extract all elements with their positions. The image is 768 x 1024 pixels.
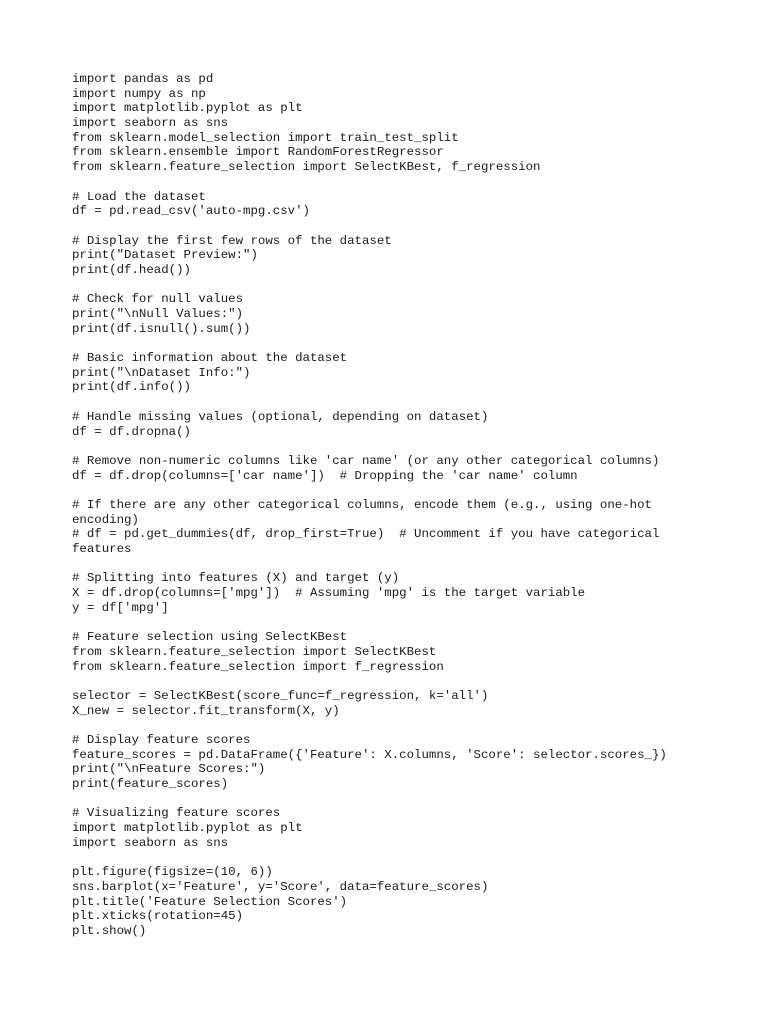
- code-line: # If there are any other categorical columns, encode them (e.g., using one-hot: [72, 497, 652, 512]
- code-line: from sklearn.feature_selection import SelectKBest, f_regression: [72, 160, 541, 175]
- code-line: print("\nDataset Info:"): [72, 365, 251, 380]
- code-line: [72, 557, 696, 572]
- code-line: df = df.drop(columns=['car name']) # Dropping the 'car name' column: [72, 468, 578, 483]
- code-line: selector = SelectKBest(score_func=f_regression, k='all'): [72, 688, 489, 703]
- code-line: from sklearn.feature_selection import f_regression: [72, 659, 444, 674]
- code-line: # Handle missing values (optional, depending on dataset): [72, 409, 489, 424]
- code-line: print(df.head()): [72, 262, 191, 277]
- code-line: print(df.info()): [72, 380, 191, 395]
- code-line: [72, 336, 696, 351]
- code-line: import seaborn as sns: [72, 116, 229, 131]
- code-line: from sklearn.model_selection import train_test_split: [72, 130, 459, 145]
- code-line: features: [72, 542, 132, 556]
- code-line: import seaborn as sns: [72, 835, 229, 850]
- code-line: plt.xticks(rotation=45): [72, 909, 244, 924]
- code-line: [72, 278, 696, 293]
- code-line: X = df.drop(columns=['mpg']) # Assuming 'mpg' is the target variable: [72, 586, 586, 601]
- code-line: plt.show(): [72, 923, 147, 938]
- code-line: # Splitting into features (X) and target (y): [72, 571, 400, 586]
- code-line: [72, 850, 696, 865]
- code-line: [72, 718, 696, 733]
- code-line: plt.title('Feature Selection Scores'): [72, 894, 348, 909]
- code-line: # Basic information about the dataset: [72, 351, 348, 366]
- code-line: # Check for null values: [72, 292, 244, 307]
- code-line: import matplotlib.pyplot as plt: [72, 101, 303, 116]
- code-line: print("\nNull Values:"): [72, 307, 244, 321]
- code-line: feature_scores = pd.DataFrame({'Feature': X.columns, 'Score': selector.scores_}): [72, 747, 667, 762]
- code-line: [72, 175, 696, 190]
- code-line: [72, 615, 696, 630]
- code-line: X_new = selector.fit_transform(X, y): [72, 703, 340, 718]
- code-line: import pandas as pd: [72, 72, 214, 86]
- code-line: import matplotlib.pyplot as plt: [72, 821, 303, 836]
- code-line: plt.figure(figsize=(10, 6)): [72, 865, 273, 880]
- code-line: import numpy as np: [72, 86, 206, 101]
- code-line: [72, 674, 696, 689]
- code-listing: [72, 72, 696, 939]
- code-line: [72, 483, 696, 498]
- code-line: print(df.isnull().sum()): [72, 321, 251, 336]
- code-line: print("\nFeature Scores:"): [72, 762, 266, 777]
- code-line: # Remove non-numeric columns like 'car name' (or any other categorical columns): [72, 453, 660, 468]
- code-line: # Load the dataset: [72, 189, 206, 204]
- code-line: # Visualizing feature scores: [72, 806, 281, 821]
- code-line: sns.barplot(x='Feature', y='Score', data=feature_scores): [72, 879, 489, 894]
- code-line: [72, 439, 696, 454]
- code-line: df = df.dropna(): [72, 424, 191, 439]
- code-line: [72, 395, 696, 410]
- code-line: # Feature selection using SelectKBest: [72, 630, 348, 645]
- code-line: [72, 219, 696, 234]
- code-line: # df = pd.get_dummies(df, drop_first=True) # Uncomment if you have categorical: [72, 527, 660, 542]
- code-line: df = pd.read_csv('auto-mpg.csv'): [72, 204, 310, 219]
- code-line: encoding): [72, 512, 139, 527]
- code-line: # Display feature scores: [72, 732, 251, 747]
- code-line: from sklearn.ensemble import RandomForestRegressor: [72, 145, 444, 160]
- code-line: print(feature_scores): [72, 777, 229, 791]
- code-line: [72, 792, 696, 807]
- code-line: from sklearn.feature_selection import SelectKBest: [72, 644, 437, 659]
- code-line: y = df['mpg']: [72, 600, 169, 615]
- code-line: print("Dataset Preview:"): [72, 248, 258, 263]
- code-line: # Display the first few rows of the dataset: [72, 233, 392, 248]
